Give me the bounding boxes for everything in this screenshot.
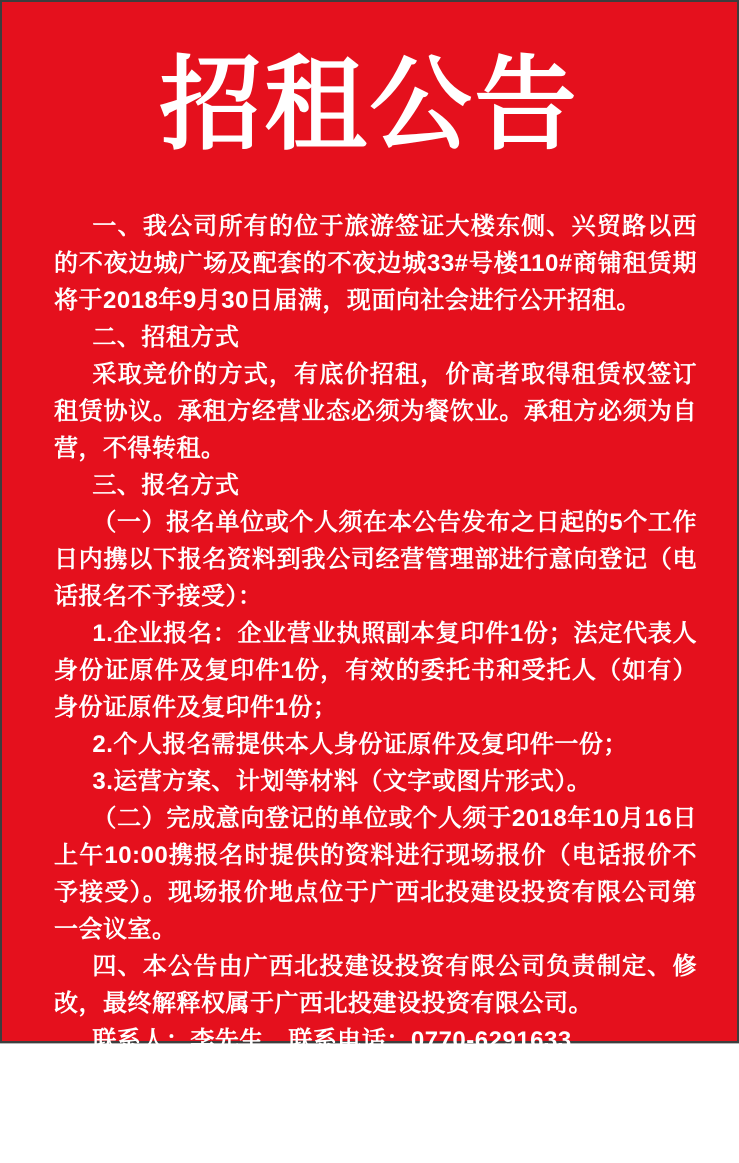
list-item-individual-registration: 2.个人报名需提供本人身份证原件及复印件一份； [92, 731, 628, 759]
paragraph-intro: 一、我公司所有的位于旅游签证大楼东侧、兴贸路以西的不夜边城广场及配套的不夜边城33#号楼110#商铺租赁期将于2018年9月30日届满，现面向社会进行公开招租。 [54, 213, 697, 315]
paragraph-onsite-bidding: （二）完成意向登记的单位或个人须于2018年10月16日上午10:00携报名时提供的资料进行现场报价（电话报价不予接受）。现场报价地点位于广西北投建设投资有限公司第一会议室。 [54, 805, 697, 944]
signature-company: 广西北投建设投资有限公司 [384, 1090, 691, 1119]
section-heading-rental-method: 二、招租方式 [92, 324, 240, 352]
signature-date: 2018年9月30日 [449, 1129, 627, 1158]
poster-title: 招租公告 [159, 50, 580, 163]
announcement-body [2, 208, 737, 1059]
list-item-enterprise-registration: 1.企业报名：企业营业执照副本复印件1份；法定代表人身份证原件及复印件1份，有效的委托书和受托人（如有）身份证原件及复印件1份； [54, 620, 697, 722]
section-heading-registration: 三、报名方式 [92, 472, 240, 500]
paragraph-registration-requirements: （一）报名单位或个人须在本公告发布之日起的5个工作日内携以下报名资料到我公司经营管理部进行意向登记（电话报名不予接受）： [54, 509, 697, 611]
paragraph-rental-method: 采取竞价的方式，有底价招租，价高者取得租赁权签订租赁协议。承租方经营业态必须为餐饮业。承租方必须为自营，不得转租。 [54, 361, 697, 463]
list-item-operation-plan: 3.运营方案、计划等材料（文字或图片形式）。 [92, 768, 592, 796]
paragraph-interpretation-rights: 四、本公告由广西北投建设投资有限公司负责制定、修改，最终解释权属于广西北投建设投资有限公司。 [54, 953, 697, 1018]
signature-block [385, 1085, 691, 1163]
contact-line: 联系人：李先生 联系电话：0770-6291633 [92, 1027, 572, 1055]
